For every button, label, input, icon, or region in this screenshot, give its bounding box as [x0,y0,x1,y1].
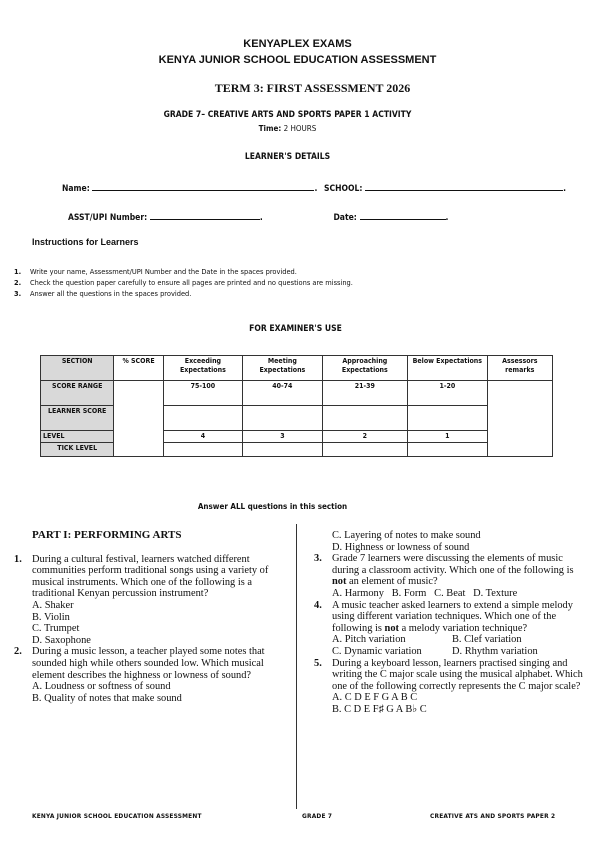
table-cell[interactable] [243,406,322,431]
time-label: Time: [258,124,282,133]
option[interactable]: B. Quality of notes that make sound [32,692,182,704]
table-row [41,381,553,406]
table-header-cell: Assessors remarks [487,356,552,381]
table-cell: 3 [243,431,322,443]
question-text: During a music lesson, a teacher played some notes that sounded high while others sounded low. Which musical element describes the highness or lowness of sound? [32,646,265,681]
examiner-table [40,355,553,457]
row-label: TICK LEVEL [41,443,114,457]
question-number: 5. [314,657,322,669]
part-title: PART I: PERFORMING ARTS [32,529,182,541]
question-3 [314,553,584,599]
table-header-cell: Exceeding Expectations [163,356,242,381]
table-cell[interactable] [163,443,242,457]
footer-right: CREATIVE ATS AND SPORTS PAPER 2 [430,812,556,820]
asst-date-row [68,210,568,223]
date-field[interactable] [360,210,446,220]
option[interactable]: A. Shaker [32,599,74,611]
question-number: 4. [314,599,322,611]
option[interactable]: B. C D E F♯ G A B♭ C [332,703,427,715]
date-label: Date: [333,213,357,223]
options-line[interactable]: A. Harmony B. Form C. Beat D. Texture [332,587,518,599]
option[interactable]: A. C D E F G A B C [332,692,418,704]
name-label: Name: [62,184,90,194]
question-4 [314,600,584,658]
table-header-cell: Approaching Expectations [322,356,408,381]
table-cell: 2 [322,431,408,443]
table-header-cell: Below Expectations [408,356,487,381]
question-number: 3. [314,553,322,565]
examiner-heading: FOR EXAMINER'S USE [249,324,342,334]
table-cell: 40-74 [243,381,322,406]
table-cell: 1-20 [408,381,487,406]
question-text: Grade 7 learners were discussing the elements of music during a classroom activity. Which one of the following is not an element of music? [332,553,574,588]
asst-label: ASST/UPI Number: [68,213,148,223]
option[interactable]: C. Dynamic variation [332,645,422,657]
table-cell: 21-39 [322,381,408,406]
row-label: LEVEL [41,431,114,443]
options-row [332,646,584,658]
remarks-cell[interactable] [487,381,552,457]
option[interactable]: B. Clef variation [452,634,522,646]
section-instruction: Answer ALL questions in this section [197,502,348,511]
row-label: SCORE RANGE [41,381,114,406]
option[interactable]: C. Trumpet [32,623,80,635]
option[interactable]: D. Rhythm variation [452,645,538,657]
table-header-cell: % SCORE [114,356,163,381]
name-dot: . [314,184,318,194]
instruction-item: 1. Write your name, Assessment/UPI Number and the Date in the spaces provided. [14,267,297,276]
question-number: 2. [14,646,22,658]
instructions-heading: Instructions for Learners [32,237,139,247]
question-2 [14,646,286,704]
option[interactable]: B. Violin [32,611,70,623]
column-divider [296,524,297,809]
school-label: SCHOOL: [324,184,363,194]
option[interactable]: D. Saxophone [32,634,91,646]
name-school-row [62,181,582,194]
learner-details-heading: LEARNER'S DETAILS [244,152,331,162]
left-column [14,530,286,704]
score-cell[interactable] [114,381,163,457]
time-value: 2 HOURS [283,124,317,133]
table-cell[interactable] [163,406,242,431]
options-row [332,634,584,646]
table-cell[interactable] [322,443,408,457]
school-field[interactable] [365,181,563,191]
term-title: TERM 3: FIRST ASSESSMENT 2026 [214,81,411,95]
question-1 [14,554,286,647]
table-header-cell: SECTION [41,356,114,381]
school-dot: . [563,184,567,194]
option[interactable]: C. Layering of notes to make sound [332,530,481,541]
row-label: LEARNER SCORE [41,406,114,431]
option[interactable]: A. Pitch variation [332,634,406,646]
option[interactable]: A. Loudness or softness of sound [32,681,171,693]
table-header-row [41,356,553,381]
question-2-continuation [314,530,584,553]
table-cell[interactable] [408,443,487,457]
name-field[interactable] [92,181,314,191]
asst-dot: . [259,213,263,223]
grade-paper-title: GRADE 7– CREATIVE ARTS AND SPORTS PAPER 1 ACTIVITY [163,110,412,120]
instruction-item: 3. Answer all the questions in the spaces provided. [14,289,192,298]
org-title: KENYAPLEX EXAMS [243,38,352,50]
table-cell[interactable] [243,443,322,457]
option[interactable]: D. Highness or lowness of sound [332,541,470,553]
question-text: During a cultural festival, learners watched different communities perform traditional songs using a variety of musical instruments. Which one of the following is a traditional Kenyan percussion instrument? [32,553,269,600]
assessment-title: KENYA JUNIOR SCHOOL EDUCATION ASSESSMENT [158,54,437,66]
table-header-cell: Meeting Expectations [243,356,322,381]
question-number: 1. [14,553,22,565]
right-column [314,530,584,716]
table-cell: 75-100 [163,381,242,406]
footer-center: GRADE 7 [302,812,333,820]
date-dot: . [445,213,449,223]
question-5 [314,658,584,716]
footer-left: KENYA JUNIOR SCHOOL EDUCATION ASSESSMENT [32,812,202,820]
question-text: During a keyboard lesson, learners practised singing and writing the C major scale using the musical alphabet. Which one of the following correctly represents the C major scale? [332,657,583,692]
table-cell[interactable] [322,406,408,431]
instruction-item: 2. Check the question paper carefully to ensure all pages are printed and no questions are missing. [14,278,353,287]
table-cell: 4 [163,431,242,443]
table-cell: 1 [408,431,487,443]
time-line [0,124,585,133]
table-cell[interactable] [408,406,487,431]
asst-field[interactable] [150,210,260,220]
question-text: A music teacher asked learners to extend a simple melody using different variation techniques. Which one of the following is not a melody variation technique? [332,599,573,634]
instructions-list [14,266,574,299]
